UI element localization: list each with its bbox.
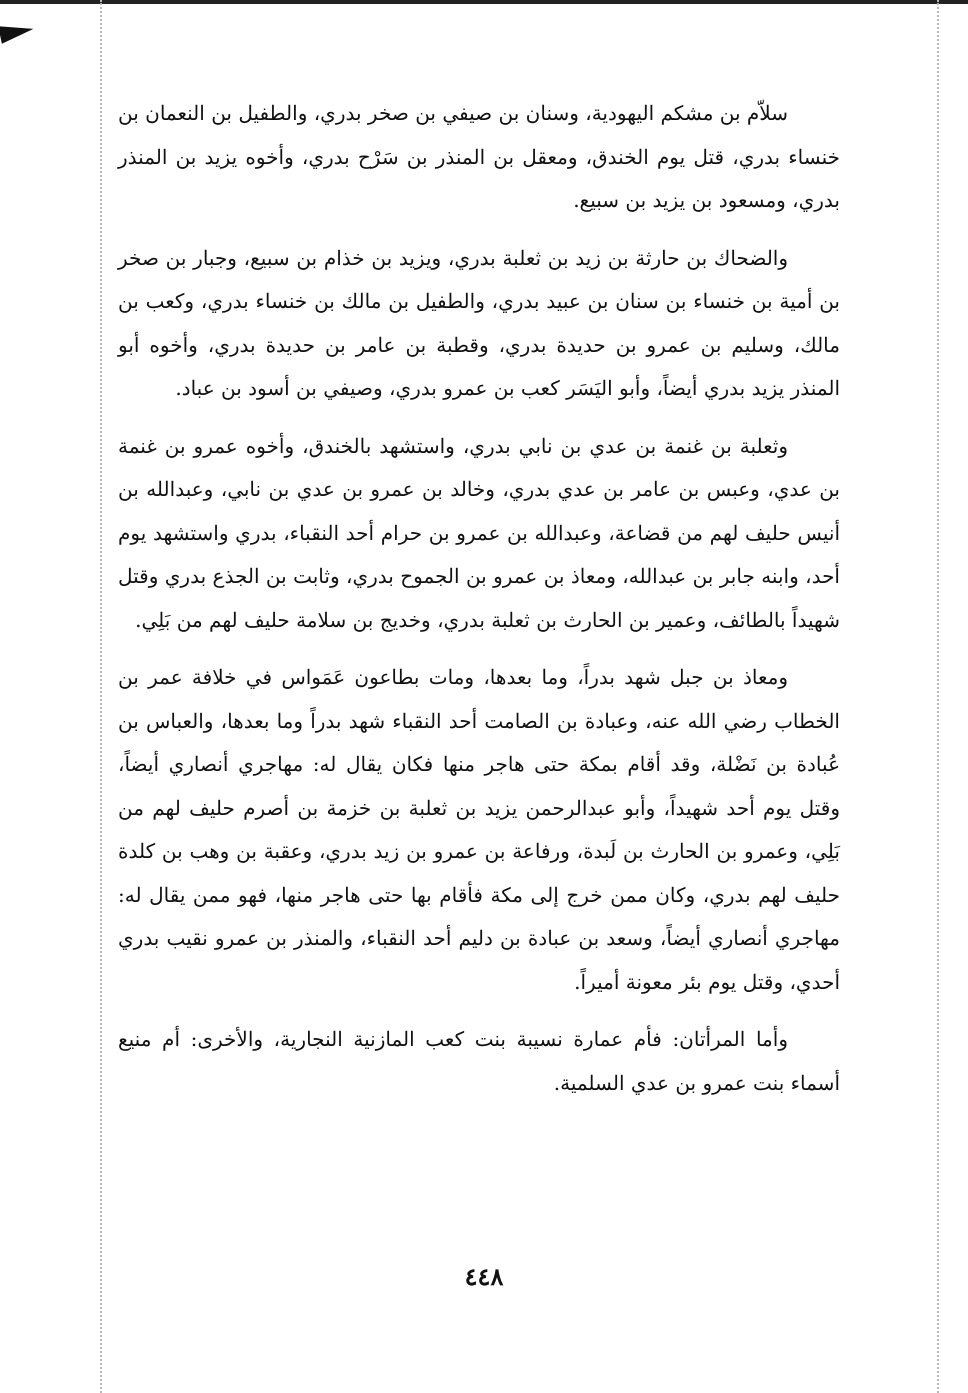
- page-body: [118, 92, 840, 1119]
- page-number: ٤٤٨: [464, 1262, 504, 1291]
- paragraph: ومعاذ بن جبل شهد بدراً، وما بعدها، ومات بطاعون عَمَواس في خلافة عمر بن الخطاب رضي الله عنه، وعبادة بن الصامت أحد النقباء شهد بدراً وما بعدها، والعباس بن عُبادة بن نَضْلة، وقد أقام بمكة حتى هاجر منها فكان يقال له: مهاجري أنصاري أيضاً، وقتل يوم أحد شهيداً، وأبو عبدالرحمن يزيد بن ثعلبة بن خزمة بن أصرم حليف لهم من بَلِي، وعمرو بن الحارث بن لَبدة، ورفاعة بن عمرو بن زيد بدري، وعقبة بن وهب بن كلدة حليف لهم بدري، وكان ممن خرج إلى مكة فأقام بها حتى هاجر منها، فهو ممن يقال له: مهاجري أنصاري أيضاً، وسعد بن عبادة بن دليم أحد النقباء، والمنذر بن عمرو نقيب بدري أحدي، وقتل يوم بئر معونة أميراً.: [118, 665, 840, 994]
- paragraph: والضحاك بن حارثة بن زيد بن ثعلبة بدري، ويزيد بن خذام بن سبيع، وجبار بن صخر بن أمية بن خنساء بن سنان بن عبيد بدري، والطفيل بن مالك بن خنساء بدري، وكعب بن مالك، وسليم بن عمرو بن حديدة بدري، وقطبة بن عامر بن حديدة بدري، وأخوه أبو المنذر يزيد بدري أيضاً، وأبو اليَسَر كعب بن عمرو بدري، وصيفي بن أسود بن عباد.: [118, 245, 840, 400]
- paragraph: وثعلبة بن غنمة بن عدي بن نابي بدري، واستشهد بالخندق، وأخوه عمرو بن غنمة بن عدي، وعبس بن عامر بن عدي بدري، وخالد بن عمرو بن عدي بن نابي، وعبدالله بن أنيس حليف لهم من قضاعة، وعبدالله بن عمرو بن حرام أحد النقباء، بدري واستشهد يوم أحد، وابنه جابر بن عبدالله، ومعاذ بن عمرو بن الجموح بدري، وثابت بن الجذع بدري وقتل شهيداً بالطائف، وعمير بن الحارث بن ثعلبة بدري، وخديج بن سلامة حليف لهم من بَلِي.: [118, 433, 840, 632]
- paragraph: وأما المرأتان: فأم عمارة نسيبة بنت كعب المازنية النجارية، والأخرى: أم منيع أسماء بنت عمرو بن عدي السلمية.: [118, 1027, 840, 1095]
- paragraph: سلاّم بن مشكم اليهودية، وسنان بن صيفي بن صخر بدري، والطفيل بن النعمان بن خنساء بدري، قتل يوم الخندق، ومعقل بن المنذر بن سَرْح بدري، وأخوه يزيد بن المنذر بدري، ومسعود بن يزيد بن سبيع.: [118, 101, 840, 212]
- right-margin-line: [937, 0, 939, 1393]
- corner-marker-icon: [0, 19, 35, 44]
- left-margin-line: [100, 0, 102, 1393]
- top-border: [0, 0, 968, 4]
